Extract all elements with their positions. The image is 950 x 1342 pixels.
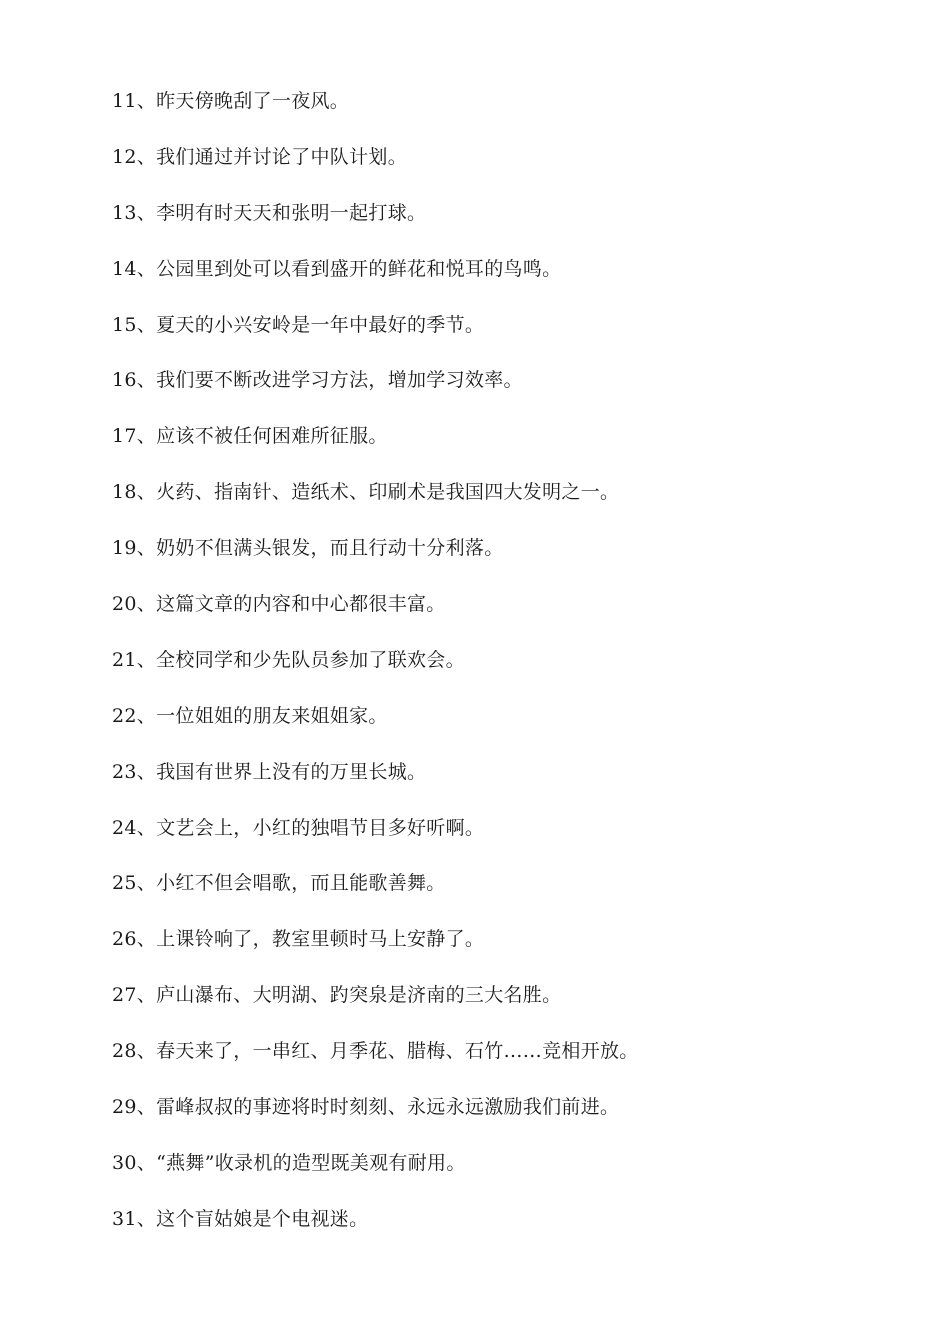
item-text: 昨天傍晚刮了一夜风。 xyxy=(156,90,350,112)
list-item xyxy=(112,587,639,643)
item-text: 我国有世界上没有的万里长城。 xyxy=(156,760,427,783)
item-number: 30 xyxy=(112,1151,137,1174)
item-separator: 、 xyxy=(136,1151,157,1174)
item-number: 29 xyxy=(112,1096,137,1119)
item-number: 25 xyxy=(112,872,137,895)
item-text: 李明有时天天和张明一起打球。 xyxy=(156,201,427,224)
item-text: 文艺会上，小红的独唱节目多好听啊。 xyxy=(156,816,485,839)
item-number: 27 xyxy=(112,984,137,1007)
item-separator: 、 xyxy=(136,872,157,895)
list-item xyxy=(112,363,639,419)
item-number: 16 xyxy=(112,369,137,392)
item-text: 这篇文章的内容和中心都很丰富。 xyxy=(156,593,446,616)
item-text: 应该不被任何困难所征服。 xyxy=(156,425,388,448)
item-separator: 、 xyxy=(136,984,157,1007)
item-separator: 、 xyxy=(136,257,157,280)
list-item xyxy=(112,1090,639,1146)
list-item xyxy=(112,755,639,811)
list-item xyxy=(112,84,639,140)
item-number: 12 xyxy=(112,145,137,168)
item-number: 19 xyxy=(112,537,137,560)
item-separator: 、 xyxy=(136,760,157,783)
list-item xyxy=(112,643,639,699)
list-item xyxy=(112,699,639,755)
item-text: 全校同学和少先队员参加了联欢会。 xyxy=(156,648,465,671)
item-number: 28 xyxy=(112,1040,137,1063)
list-item xyxy=(112,308,639,364)
item-text: 公园里到处可以看到盛开的鲜花和悦耳的鸟鸣。 xyxy=(156,257,562,280)
item-separator: 、 xyxy=(136,1207,157,1230)
item-separator: 、 xyxy=(136,425,157,448)
item-number: 15 xyxy=(112,313,137,336)
item-number: 20 xyxy=(112,593,137,616)
item-text: 夏天的小兴安岭是一年中最好的季节。 xyxy=(156,313,485,336)
list-item xyxy=(112,196,639,252)
item-separator: 、 xyxy=(136,537,157,560)
item-text: 我们要不断改进学习方法，增加学习效率。 xyxy=(156,369,523,392)
list-item xyxy=(112,1146,639,1202)
item-number: 21 xyxy=(112,648,137,671)
item-separator: 、 xyxy=(136,313,157,336)
item-separator: 、 xyxy=(136,928,157,951)
item-text: 小红不但会唱歌，而且能歌善舞。 xyxy=(156,872,446,895)
item-separator: 、 xyxy=(136,481,157,504)
item-number: 17 xyxy=(112,425,137,448)
item-number: 23 xyxy=(112,760,137,783)
item-text: 春天来了，一串红、月季花、腊梅、石竹……竞相开放。 xyxy=(156,1040,639,1063)
sentence-list xyxy=(112,84,639,1258)
item-number: 13 xyxy=(112,201,137,224)
item-number: 26 xyxy=(112,928,137,951)
list-item xyxy=(112,1202,639,1258)
item-text: 雷峰叔叔的事迹将时时刻刻、永远永远激励我们前进。 xyxy=(156,1096,620,1119)
item-text: 庐山瀑布、大明湖、趵突泉是济南的三大名胜。 xyxy=(156,984,562,1007)
item-text: 这个盲姑娘是个电视迷。 xyxy=(156,1207,369,1230)
item-separator: 、 xyxy=(136,704,157,727)
list-item xyxy=(112,140,639,196)
item-text: 火药、指南针、造纸术、印刷术是我国四大发明之一。 xyxy=(156,481,620,504)
item-separator: 、 xyxy=(136,593,157,616)
list-item xyxy=(112,866,639,922)
item-number: 18 xyxy=(112,481,137,504)
item-separator: 、 xyxy=(136,145,157,168)
item-number: 11 xyxy=(112,90,137,112)
item-separator: 、 xyxy=(136,90,157,112)
item-text: 一位姐姐的朋友来姐姐家。 xyxy=(156,704,388,727)
item-separator: 、 xyxy=(136,1040,157,1063)
item-text: “燕舞”收录机的造型既美观有耐用。 xyxy=(156,1151,466,1174)
list-item xyxy=(112,978,639,1034)
item-separator: 、 xyxy=(136,201,157,224)
list-item xyxy=(112,531,639,587)
item-number: 14 xyxy=(112,257,137,280)
list-item xyxy=(112,1034,639,1090)
list-item xyxy=(112,419,639,475)
item-number: 24 xyxy=(112,816,137,839)
item-text: 上课铃响了，教室里顿时马上安静了。 xyxy=(156,928,485,951)
item-text: 我们通过并讨论了中队计划。 xyxy=(156,145,407,168)
item-separator: 、 xyxy=(136,816,157,839)
list-item xyxy=(112,252,639,308)
item-separator: 、 xyxy=(136,369,157,392)
list-item xyxy=(112,811,639,867)
item-separator: 、 xyxy=(136,1096,157,1119)
item-number: 31 xyxy=(112,1207,137,1230)
item-text: 奶奶不但满头银发，而且行动十分利落。 xyxy=(156,537,504,560)
item-number: 22 xyxy=(112,704,137,727)
list-item xyxy=(112,922,639,978)
list-item xyxy=(112,475,639,531)
item-separator: 、 xyxy=(136,648,157,671)
